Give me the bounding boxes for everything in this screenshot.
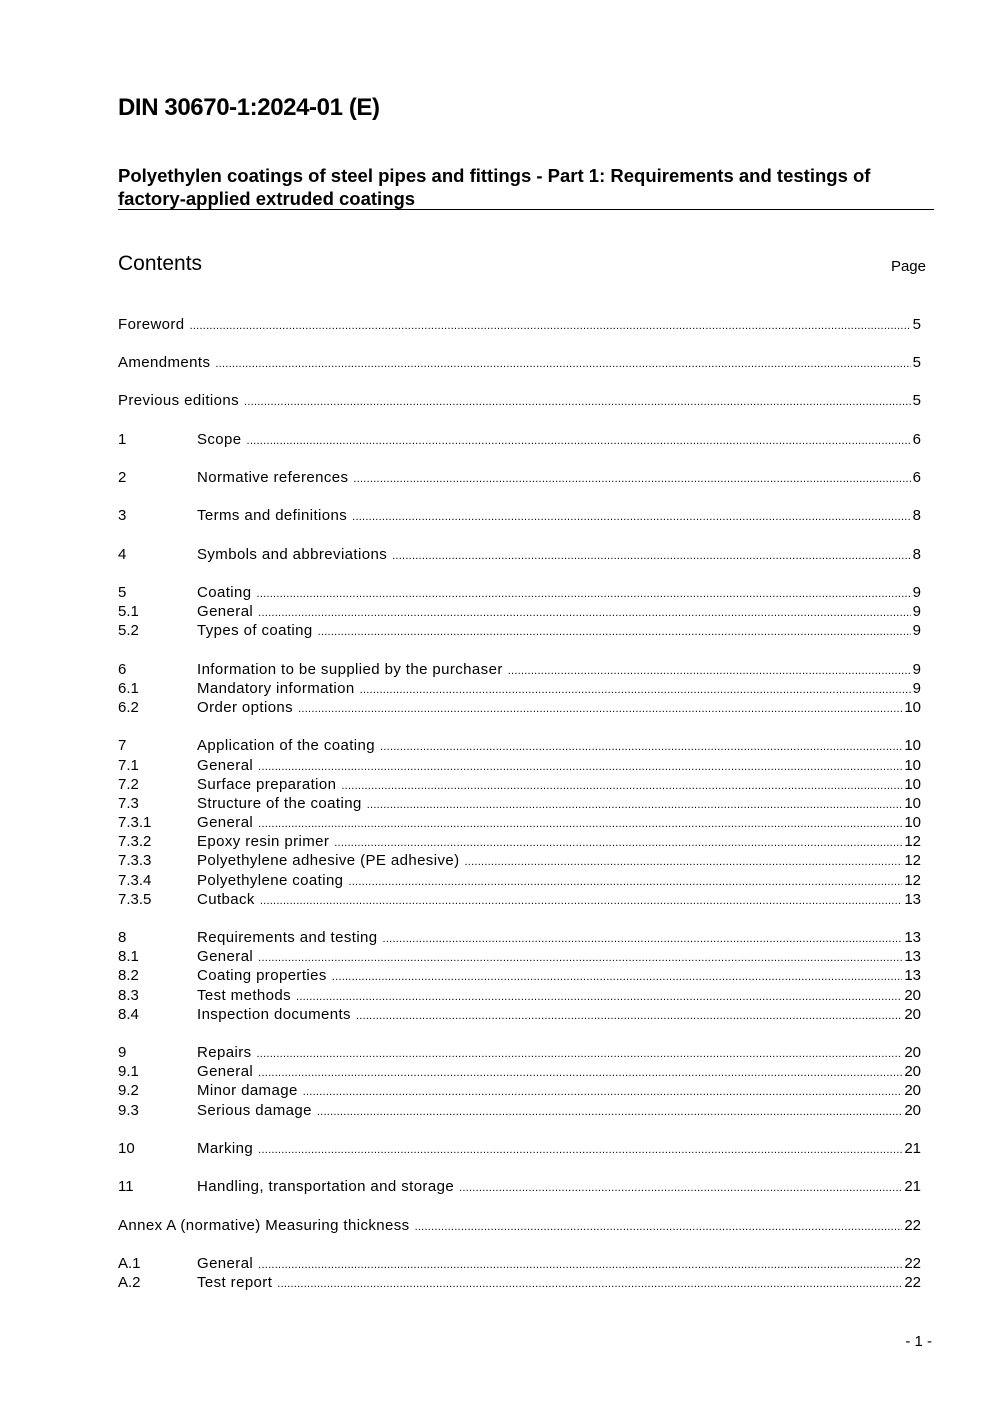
toc-entry-page: 10 (904, 737, 921, 754)
document-title: DIN 30670-1:2024-01 (E) (118, 94, 380, 121)
toc-entry-number: 6.1 (118, 680, 139, 697)
toc-dot-leader (392, 550, 911, 562)
toc-dot-leader (367, 799, 903, 811)
toc-entry-number: 8.3 (118, 987, 139, 1004)
toc-entry-title: General (197, 1063, 254, 1080)
toc-entry[interactable] (118, 1274, 921, 1293)
toc-entry-title: General (197, 757, 254, 774)
toc-entry-number: 10 (118, 1140, 135, 1157)
toc-entry[interactable] (118, 1044, 921, 1063)
toc-entry-title: Amendments (118, 354, 211, 371)
toc-entry-page: 21 (904, 1140, 921, 1157)
toc-entry-page: 12 (904, 833, 921, 850)
toc-entry[interactable] (118, 1140, 921, 1159)
toc-entry-number: 8.4 (118, 1006, 139, 1023)
toc-entry-title: Repairs (197, 1044, 252, 1061)
toc-entry-title: General (197, 948, 254, 965)
toc-dot-leader (258, 1259, 902, 1271)
toc-dot-leader (353, 473, 910, 485)
toc-entry-title: Normative references (197, 469, 349, 486)
toc-entry-number: 7.3.5 (118, 891, 152, 908)
toc-entry-title: Marking (197, 1140, 254, 1157)
toc-dot-leader (258, 952, 902, 964)
toc-entry-number: 7.2 (118, 776, 139, 793)
toc-entry[interactable] (118, 737, 921, 756)
toc-entry-page: 13 (904, 967, 921, 984)
toc-entry[interactable] (118, 1102, 921, 1121)
toc-entry-number: 9 (118, 1044, 127, 1061)
toc-entry-page: 10 (904, 776, 921, 793)
toc-entry-number: 8.1 (118, 948, 139, 965)
toc-entry[interactable] (118, 833, 921, 852)
toc-entry[interactable] (118, 1178, 921, 1197)
toc-entry-title: Test methods (197, 987, 292, 1004)
toc-entry[interactable] (118, 852, 921, 871)
toc-dot-leader (318, 626, 911, 638)
toc-entry-title: Types of coating (197, 622, 313, 639)
toc-entry[interactable] (118, 699, 921, 718)
toc-entry[interactable] (118, 967, 921, 986)
toc-dot-leader (383, 933, 903, 945)
title-divider (118, 209, 934, 210)
toc-dot-leader (257, 588, 911, 600)
toc-dot-leader (258, 607, 910, 619)
toc-entry-title: Order options (197, 699, 294, 716)
toc-dot-leader (317, 1106, 902, 1118)
toc-dot-leader (296, 991, 902, 1003)
toc-entry-page: 10 (904, 699, 921, 716)
toc-entry-number: 6 (118, 661, 127, 678)
toc-entry-page: 10 (904, 814, 921, 831)
toc-entry-title: Symbols and abbreviations (197, 546, 388, 563)
toc-entry-page: 13 (904, 929, 921, 946)
toc-entry-number: 1 (118, 431, 127, 448)
toc-entry-title: Minor damage (197, 1082, 298, 1099)
toc-entry-page: 8 (912, 546, 921, 563)
toc-entry-number: A.2 (118, 1274, 141, 1291)
toc-entry-title: Annex A (normative) Measuring thickness (118, 1217, 410, 1234)
toc-entry-page: 5 (912, 316, 921, 333)
toc-entry-title: Inspection documents (197, 1006, 351, 1023)
toc-entry-page: 20 (904, 1006, 921, 1023)
toc-entry-page: 5 (912, 392, 921, 409)
toc-entry[interactable] (118, 929, 921, 948)
toc-entry-title: Previous editions (118, 392, 240, 409)
toc-entry-number: 4 (118, 546, 127, 563)
toc-dot-leader (415, 1221, 903, 1233)
toc-entry-title: Structure of the coating (197, 795, 362, 812)
toc-dot-leader (257, 1048, 903, 1060)
toc-entry-page: 20 (904, 1063, 921, 1080)
toc-entry-title: Foreword (118, 316, 185, 333)
toc-entry-page: 20 (904, 1082, 921, 1099)
toc-dot-leader (190, 320, 911, 332)
toc-entry-title: Requirements and testing (197, 929, 378, 946)
toc-entry-number: 7.1 (118, 757, 139, 774)
document-subtitle: Polyethylen coatings of steel pipes and fittings - Part 1: Requirements and testings of factory-applied extruded coatings (118, 165, 871, 209)
toc-entry[interactable] (118, 757, 921, 776)
toc-dot-leader (247, 435, 911, 447)
toc-entry-page: 21 (904, 1178, 921, 1195)
toc-dot-leader (352, 511, 911, 523)
toc-dot-leader (348, 876, 902, 888)
toc-entry-number: 5.1 (118, 603, 139, 620)
toc-dot-leader (332, 971, 903, 983)
toc-entry[interactable] (118, 584, 921, 603)
toc-entry-page: 9 (912, 680, 921, 697)
toc-entry-page: 9 (912, 603, 921, 620)
toc-entry-number: 8 (118, 929, 127, 946)
toc-entry-title: Polyethylene adhesive (PE adhesive) (197, 852, 460, 869)
toc-dot-leader (258, 761, 902, 773)
toc-dot-leader (244, 396, 911, 408)
toc-dot-leader (459, 1182, 902, 1194)
toc-entry-page: 9 (912, 661, 921, 678)
toc-entry-title: Application of the coating (197, 737, 376, 754)
toc-entry-page: 22 (904, 1255, 921, 1272)
toc-entry[interactable] (118, 546, 921, 565)
toc-dot-leader (303, 1086, 903, 1098)
toc-dot-leader (464, 856, 902, 868)
toc-entry[interactable] (118, 872, 921, 891)
toc-entry-number: 11 (118, 1178, 134, 1195)
toc-entry[interactable] (118, 1006, 921, 1025)
toc-dot-leader (356, 1010, 902, 1022)
toc-dot-leader (380, 741, 902, 753)
toc-entry-page: 20 (904, 1044, 921, 1061)
toc-entry[interactable] (118, 392, 921, 411)
toc-entry-number: 7 (118, 737, 127, 754)
toc-entry-page: 9 (912, 584, 921, 601)
toc-entry-title: Coating (197, 584, 252, 601)
toc-entry-page: 22 (904, 1217, 921, 1234)
toc-dot-leader (341, 780, 902, 792)
toc-dot-leader (277, 1278, 902, 1290)
toc-entry-page: 13 (904, 948, 921, 965)
toc-entry-title: Surface preparation (197, 776, 337, 793)
toc-entry-title: Test report (197, 1274, 273, 1291)
toc-entry-title: General (197, 814, 254, 831)
toc-entry-page: 22 (904, 1274, 921, 1291)
toc-entry-number: 5.2 (118, 622, 139, 639)
toc-entry-number: 5 (118, 584, 127, 601)
toc-entry-number: 7.3 (118, 795, 139, 812)
toc-entry-title: Terms and definitions (197, 507, 348, 524)
toc-entry[interactable] (118, 680, 921, 699)
toc-entry-title: General (197, 1255, 254, 1272)
toc-entry-title: Information to be supplied by the purchaser (197, 661, 503, 678)
toc-entry-number: 9.2 (118, 1082, 139, 1099)
toc-entry-page: 5 (912, 354, 921, 371)
toc-entry-page: 10 (904, 757, 921, 774)
toc-entry-page: 13 (904, 891, 921, 908)
toc-entry-title: Cutback (197, 891, 255, 908)
contents-heading: Contents (118, 252, 203, 275)
toc-dot-leader (334, 837, 902, 849)
toc-dot-leader (298, 703, 902, 715)
toc-entry-page: 6 (912, 469, 921, 486)
toc-entry-number: 6.2 (118, 699, 139, 716)
toc-entry[interactable] (118, 507, 921, 526)
toc-dot-leader (260, 895, 902, 907)
toc-entry-title: Coating properties (197, 967, 327, 984)
toc-entry-number: A.1 (118, 1255, 141, 1272)
toc-entry[interactable] (118, 948, 921, 967)
toc-entry[interactable] (118, 1255, 921, 1274)
toc-entry-title: General (197, 603, 254, 620)
toc-dot-leader (258, 1144, 902, 1156)
toc-entry-number: 2 (118, 469, 127, 486)
toc-entry[interactable] (118, 814, 921, 833)
toc-entry-page: 20 (904, 1102, 921, 1119)
toc-entry[interactable] (118, 661, 921, 680)
toc-entry-page: 9 (912, 622, 921, 639)
toc-entry-title: Epoxy resin primer (197, 833, 330, 850)
toc-entry[interactable] (118, 891, 921, 910)
toc-entry[interactable] (118, 354, 921, 373)
toc-entry[interactable] (118, 1063, 921, 1082)
toc-entry-page: 20 (904, 987, 921, 1004)
toc-entry-number: 8.2 (118, 967, 139, 984)
toc-entry-number: 7.3.1 (118, 814, 152, 831)
toc-entry[interactable] (118, 469, 921, 488)
toc-entry-title: Mandatory information (197, 680, 355, 697)
toc-entry-number: 7.3.2 (118, 833, 152, 850)
toc-entry[interactable] (118, 603, 921, 622)
toc-entry[interactable] (118, 1082, 921, 1101)
toc-entry-number: 7.3.4 (118, 872, 152, 889)
toc-entry-number: 7.3.3 (118, 852, 152, 869)
toc-entry[interactable] (118, 622, 921, 641)
toc-entry-number: 3 (118, 507, 127, 524)
toc-entry-number: 9.3 (118, 1102, 139, 1119)
toc-entry[interactable] (118, 431, 921, 450)
toc-entry-title: Serious damage (197, 1102, 312, 1119)
toc-entry-number: 9.1 (118, 1063, 139, 1080)
toc-entry-page: 6 (912, 431, 921, 448)
toc-entry[interactable] (118, 1217, 921, 1236)
toc-entry-page: 12 (904, 872, 921, 889)
toc-entry[interactable] (118, 987, 921, 1006)
toc-dot-leader (258, 1067, 902, 1079)
toc-entry-page: 10 (904, 795, 921, 812)
toc-dot-leader (360, 684, 911, 696)
toc-entry-page: 12 (904, 852, 921, 869)
toc-entry-title: Handling, transportation and storage (197, 1178, 455, 1195)
toc-entry-title: Scope (197, 431, 242, 448)
toc-dot-leader (215, 358, 910, 370)
toc-dot-leader (258, 818, 902, 830)
toc-entry[interactable] (118, 776, 921, 795)
toc-entry[interactable] (118, 795, 921, 814)
page-column-heading: Page (890, 258, 926, 275)
toc-entry-page: 8 (912, 507, 921, 524)
toc-entry-title: Polyethylene coating (197, 872, 344, 889)
page-number: - 1 - (905, 1333, 932, 1350)
toc-dot-leader (508, 665, 911, 677)
toc-entry[interactable] (118, 316, 921, 335)
